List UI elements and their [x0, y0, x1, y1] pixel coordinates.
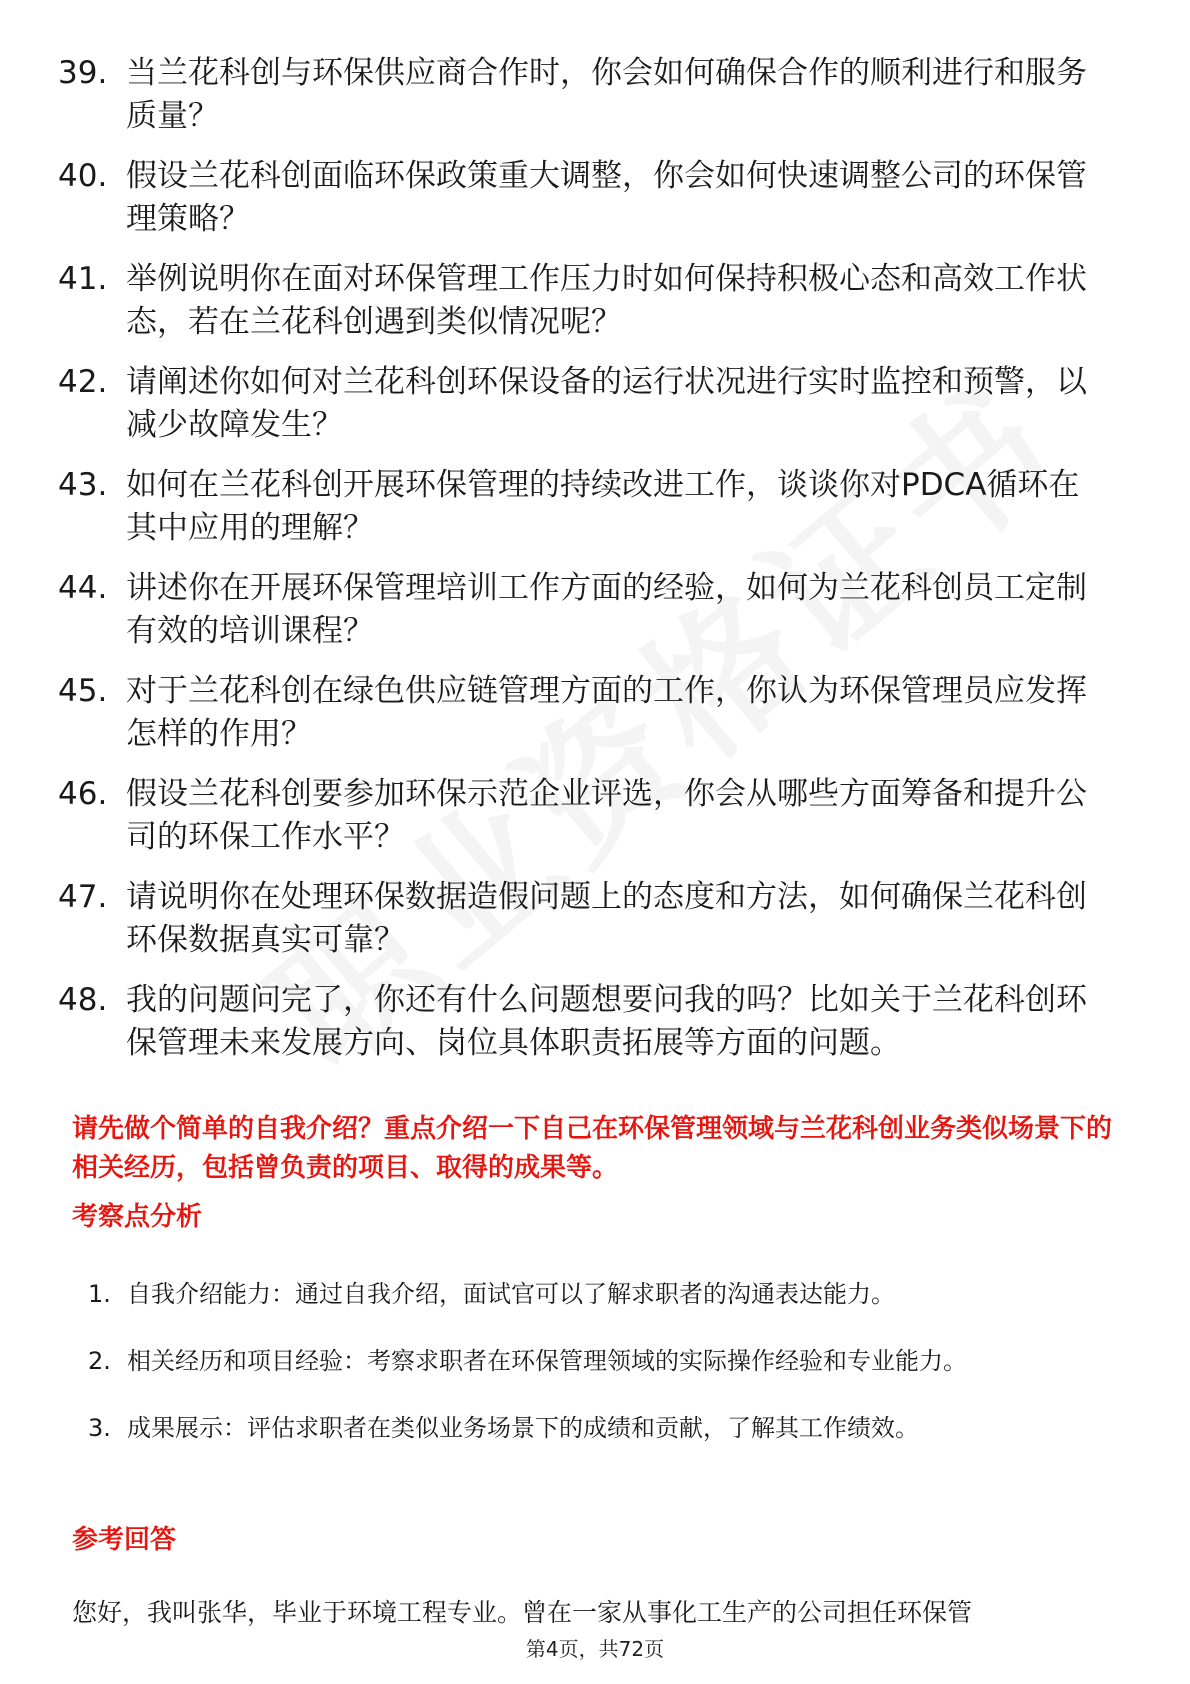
question-number: 48.	[58, 982, 108, 1018]
analysis-text: 成果展示：评估求职者在类似业务场景下的成绩和贡献，了解其工作绩效。	[127, 1414, 919, 1442]
answer-text: 您好，我叫张华，毕业于环境工程专业。曾在一家从事化工生产的公司担任环保管	[72, 1598, 973, 1627]
analysis-text: 自我介绍能力：通过自我介绍，面试官可以了解求职者的沟通表达能力。	[127, 1280, 895, 1308]
question-text: 请阐述你如何对兰花科创环保设备的运行状况进行实时监控和预警，以减少故障发生？	[126, 364, 1087, 443]
question-item	[0, 876, 1190, 962]
page-number: 第4页，共72页	[525, 1637, 665, 1661]
question-text: 假设兰花科创要参加环保示范企业评选，你会从哪些方面筹备和提升公司的环保工作水平？	[126, 776, 1087, 855]
question-item	[0, 670, 1190, 756]
question-number: 47.	[58, 879, 108, 915]
reference-heading: 参考回答	[72, 1525, 177, 1555]
question-item	[0, 258, 1190, 344]
analysis-list	[0, 1265, 1190, 1466]
question-item	[0, 464, 1190, 550]
question-item	[0, 155, 1190, 241]
question-text: 请说明你在处理环保数据造假问题上的态度和方法，如何确保兰花科创环保数据真实可靠？	[126, 879, 1087, 958]
analysis-number: 3.	[88, 1414, 111, 1442]
highlighted-question: 请先做个简单的自我介绍？重点介绍一下自己在环保管理领域与兰花科创业务类似场景下的相关经历，包括曾负责的项目、取得的成果等。	[72, 1114, 1113, 1183]
analysis-item	[0, 1265, 1190, 1323]
question-text: 当兰花科创与环保供应商合作时，你会如何确保合作的顺利进行和服务质量？	[126, 55, 1087, 134]
question-item	[0, 361, 1190, 447]
question-number: 45.	[58, 673, 108, 709]
analysis-heading: 考察点分析	[72, 1202, 203, 1232]
question-text: 举例说明你在面对环保管理工作压力时如何保持积极心态和高效工作状态，若在兰花科创遇到类似情况呢？	[126, 261, 1087, 340]
question-item	[0, 773, 1190, 859]
question-number: 39.	[58, 55, 108, 91]
question-number: 42.	[58, 364, 108, 400]
analysis-text: 相关经历和项目经验：考察求职者在环保管理领域的实际操作经验和专业能力。	[127, 1347, 967, 1375]
question-number: 40.	[58, 158, 108, 194]
question-text: 如何在兰花科创开展环保管理的持续改进工作，谈谈你对PDCA循环在其中应用的理解？	[126, 467, 1080, 546]
analysis-item	[0, 1332, 1190, 1390]
question-number: 43.	[58, 467, 108, 503]
analysis-number: 1.	[88, 1280, 111, 1308]
question-number: 41.	[58, 261, 108, 297]
analysis-number: 2.	[88, 1347, 111, 1375]
question-item	[0, 979, 1190, 1065]
question-item	[0, 567, 1190, 653]
question-list	[0, 52, 1190, 1082]
question-number: 44.	[58, 570, 108, 606]
question-text: 假设兰花科创面临环保政策重大调整，你会如何快速调整公司的环保管理策略？	[126, 158, 1087, 237]
question-item	[0, 52, 1190, 138]
question-text: 我的问题问完了，你还有什么问题想要问我的吗？比如关于兰花科创环保管理未来发展方向、岗位具体职责拓展等方面的问题。	[126, 982, 1087, 1061]
analysis-item	[0, 1399, 1190, 1457]
question-text: 讲述你在开展环保管理培训工作方面的经验，如何为兰花科创员工定制有效的培训课程？	[126, 570, 1087, 649]
question-number: 46.	[58, 776, 108, 812]
question-text: 对于兰花科创在绿色供应链管理方面的工作，你认为环保管理员应发挥怎样的作用？	[126, 673, 1087, 752]
